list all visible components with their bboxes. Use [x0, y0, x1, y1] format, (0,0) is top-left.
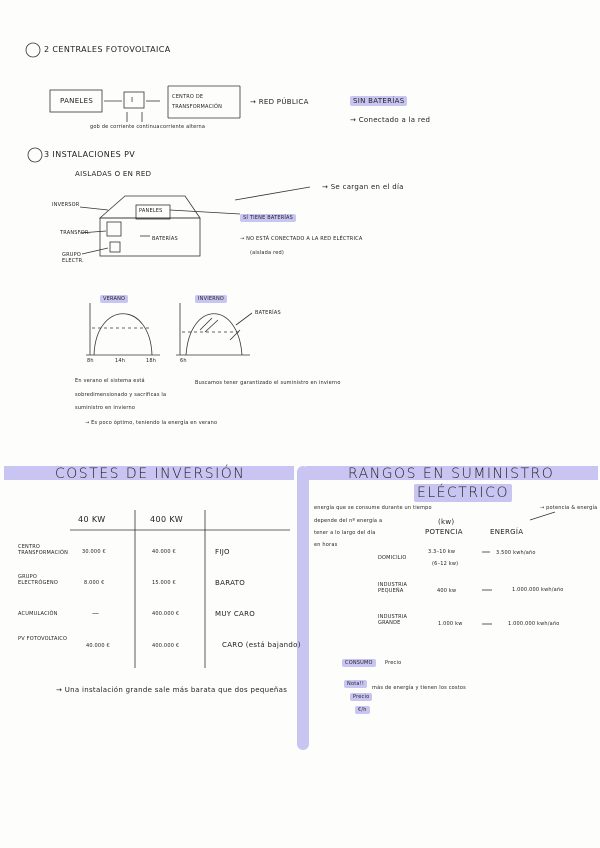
sec3-title: 3 INSTALACIONES PV	[44, 150, 136, 159]
costes-row-v2: 15.000 €	[152, 580, 176, 586]
rangos-row-en: 1.000.000 kwh/año	[512, 587, 564, 593]
red-label: → RED PÚBLICA	[250, 98, 309, 106]
pregunta-1: Nota!!	[344, 680, 367, 688]
conectado-label: → Conectado a la red	[350, 116, 431, 124]
tick-18h: 18h	[146, 358, 157, 364]
aislada-label: (aislada red)	[250, 250, 285, 256]
pregunta-3: €/h	[355, 706, 370, 714]
rangos-desc-4: en horas	[314, 542, 338, 548]
costes-row-v1: 8.000 €	[84, 580, 105, 586]
note-dc: gob de corriente continua	[90, 124, 160, 130]
costes-row-label: GRUPO ELECTRÓGENO	[18, 574, 58, 586]
rangos-heading-1: RANGOS EN SUMINISTRO	[348, 466, 555, 482]
divider-vertical	[297, 466, 309, 750]
note-verano-1: En verano el sistema está	[75, 378, 145, 384]
costes-row-note: BARATO	[215, 579, 246, 587]
paneles-label: PANELES	[60, 97, 94, 105]
tick-6h: 6h	[180, 358, 187, 364]
costes-heading: COSTES DE INVERSIÓN	[55, 466, 246, 482]
costes-row-v1: 30.000 €	[82, 549, 106, 555]
rangos-col-unit: (kw)	[438, 518, 455, 526]
rangos-row-en: 1.000.000 kwh/año	[508, 621, 560, 627]
rangos-heading-2: ELÉCTRICO	[414, 484, 512, 502]
label-inversor: INVERSOR	[52, 202, 80, 208]
rangos-col-potencia: POTENCIA	[425, 528, 463, 536]
label-baterias: BATERÍAS	[152, 236, 178, 242]
centro-label: CENTRO DE TRANSFORMACIÓN	[172, 94, 223, 110]
invierno-badge: INVIERNO	[195, 295, 227, 303]
rangos-row-label: INDUSTRIA PEQUEÑA	[378, 582, 408, 594]
rangos-desc-3: tener a lo largo del día	[314, 530, 376, 536]
no-conectado-label: → NO ESTÁ CONECTADO A LA RED ELÉCTRICA	[240, 236, 363, 242]
rangos-row-pot: 1.000 kw	[438, 621, 463, 627]
rangos-desc-1: energía que se consume durante un tiempo	[314, 505, 432, 511]
inversor-label: I	[131, 96, 134, 104]
rangos-row-label: INDUSTRIA GRANDE	[378, 614, 408, 626]
label-transforma: TRANSFOR.	[60, 230, 91, 236]
pregunta-text: más de energía y tienen los costos	[372, 685, 466, 691]
tick-14h: 14h	[115, 358, 126, 364]
si-baterias-badge: SÍ TIENE BATERÍAS	[240, 214, 296, 222]
costes-row-label: PV FOTOVOLTAICO	[18, 636, 68, 642]
consumo-note: Precio	[385, 660, 402, 666]
costes-row-v2: 400.000 €	[152, 643, 180, 649]
label-grupo: GRUPO ELECTR.	[62, 252, 84, 264]
costes-footer: → Una instalación grande sale más barata que dos pequeñas	[56, 686, 288, 694]
costes-row-v2: 400.000 €	[152, 611, 180, 617]
sin-baterias-badge: SIN BATERÍAS	[350, 96, 407, 106]
rangos-row-pot: 400 kw	[437, 588, 457, 594]
rangos-row-pot2: (6–12 kw)	[432, 561, 459, 567]
sec3-subtitle: AISLADAS O EN RED	[75, 170, 152, 178]
sec2-title: 2 CENTRALES FOTOVOLTAICA	[44, 45, 171, 54]
note-cargan: → Se cargan en el día	[322, 183, 404, 191]
rangos-desc-2: depende del nº energía a	[314, 518, 383, 524]
tick-8h: 8h	[87, 358, 94, 364]
costes-row-v2: 40.000 €	[152, 549, 176, 555]
verano-badge: VERANO	[100, 295, 128, 303]
rangos-row-pot: 3.3–10 kw	[428, 549, 456, 555]
consumo-badge: CONSUMO	[342, 659, 376, 667]
rangos-row-en: 3.500 kwh/año	[496, 550, 536, 556]
note-verano-3: suministro en invierno	[75, 405, 136, 411]
costes-row-note: CARO (está bajando)	[222, 641, 301, 649]
costes-col-1: 40 KW	[78, 515, 106, 524]
costes-row-v1: 40.000 €	[86, 643, 110, 649]
note-invierno: Buscamos tener garantizado el suministro en invierno	[195, 380, 341, 386]
costes-row-note: FIJO	[215, 548, 230, 556]
note-ac: corriente alterna	[160, 124, 206, 130]
baterias-note: BATERÍAS	[255, 310, 281, 316]
rangos-row-label: DOMICILIO	[378, 555, 407, 561]
rangos-col-energia: ENERGÍA	[490, 528, 524, 536]
rangos-note-tr: → potencia & energía	[540, 505, 598, 511]
note-verano-2: sobredimensionado y sacrificas la	[75, 392, 167, 398]
costes-row-label: CENTRO TRANSFORMACIÓN	[18, 544, 69, 556]
note-ej: → Es poco óptimo, teniendo la energía en verano	[85, 420, 218, 426]
costes-col-2: 400 KW	[150, 515, 184, 524]
label-paneles: PANELES	[139, 208, 163, 214]
costes-row-label: ACUMULACIÓN	[18, 611, 58, 617]
pregunta-2: Precio	[350, 693, 372, 701]
costes-row-note: MUY CARO	[215, 610, 256, 618]
costes-row-v1: —	[92, 609, 100, 617]
